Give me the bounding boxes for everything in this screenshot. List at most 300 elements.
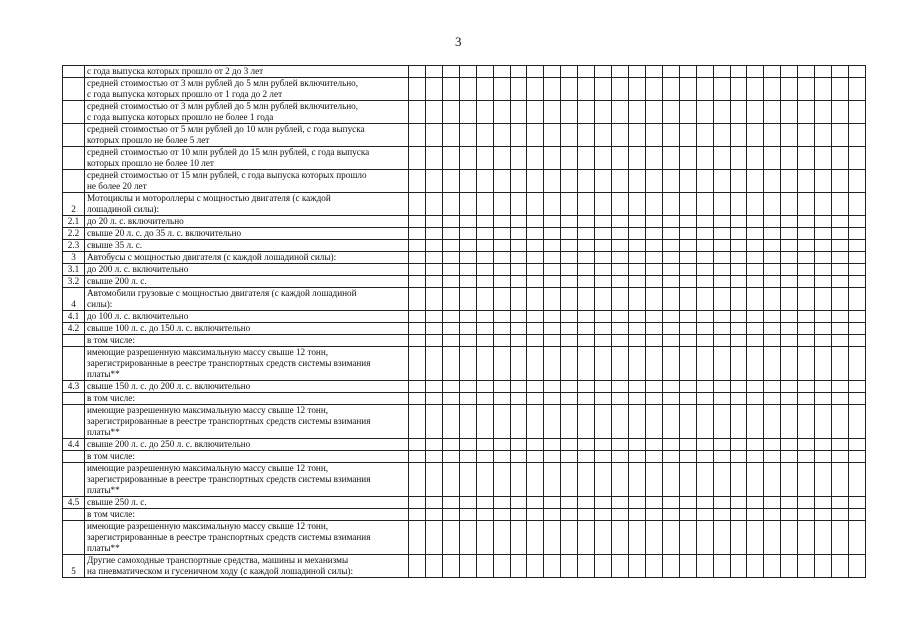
value-cell [798,509,815,521]
description-line: средней стоимостью от 5 млн рублей до 10 млн рублей, с года выпуска [87,124,365,134]
value-cell [645,323,662,335]
value-cell [832,101,849,124]
value-cell [764,405,781,439]
value-cell [662,335,679,347]
value-cell [476,228,493,240]
value-cell [578,381,595,393]
value-cell [561,393,578,405]
row-description [85,147,409,170]
value-cell [679,124,696,147]
value-cell [730,509,747,521]
value-cell [578,124,595,147]
value-cell [561,555,578,578]
description-line: имеющие разрешенную максимальную массу свыше 12 тонн, [87,347,329,357]
table-row [63,193,866,216]
value-cell [527,66,544,78]
value-cell [848,521,865,555]
value-cell [476,216,493,228]
value-cell [459,264,476,276]
value-cell [628,497,645,509]
value-cell [628,521,645,555]
value-cell [561,170,578,193]
description-line: Автомобили грузовые с мощностью двигателя (с каждой лошадиной [87,288,357,298]
value-cell [679,311,696,323]
value-cell [476,311,493,323]
value-cell [679,497,696,509]
row-description [85,193,409,216]
value-cell [848,264,865,276]
table-row [63,555,866,578]
value-cell [815,147,832,170]
value-cell [815,381,832,393]
value-cell [476,335,493,347]
value-cell [832,170,849,193]
value-cell [764,216,781,228]
value-cell [628,323,645,335]
value-cell [662,193,679,216]
row-number: 4.1 [63,311,85,323]
value-cell [510,497,527,509]
value-cell [476,147,493,170]
value-cell [662,66,679,78]
row-number [63,147,85,170]
value-cell [696,451,713,463]
value-cell [442,228,459,240]
value-cell [561,276,578,288]
value-cell [713,439,730,451]
row-description [85,216,409,228]
value-cell [815,252,832,264]
value-cell [781,335,798,347]
value-cell [832,405,849,439]
value-cell [730,555,747,578]
description-line: до 20 л. с. включительно [87,216,184,226]
value-cell [781,405,798,439]
value-cell [595,405,612,439]
value-cell [561,66,578,78]
value-cell [798,147,815,170]
row-description [85,264,409,276]
value-cell [713,66,730,78]
value-cell [527,381,544,393]
value-cell [781,240,798,252]
value-cell [747,497,764,509]
row-description [85,555,409,578]
value-cell [781,347,798,381]
value-cell [645,288,662,311]
row-description [85,124,409,147]
value-cell [781,170,798,193]
value-cell [662,311,679,323]
description-line: платы** [87,485,120,495]
value-cell [409,381,426,393]
value-cell [798,381,815,393]
value-cell [662,497,679,509]
value-cell [662,147,679,170]
value-cell [493,509,510,521]
value-cell [476,124,493,147]
value-cell [409,240,426,252]
value-cell [578,170,595,193]
value-cell [713,276,730,288]
value-cell [730,393,747,405]
value-cell [510,323,527,335]
value-cell [848,555,865,578]
value-cell [459,497,476,509]
value-cell [442,439,459,451]
value-cell [459,347,476,381]
value-cell [662,228,679,240]
value-cell [595,264,612,276]
value-cell [493,276,510,288]
value-cell [409,228,426,240]
value-cell [832,381,849,393]
value-cell [493,439,510,451]
value-cell [848,252,865,264]
value-cell [578,240,595,252]
value-cell [544,240,561,252]
table-row [63,170,866,193]
value-cell [832,276,849,288]
row-number: 2.2 [63,228,85,240]
value-cell [493,252,510,264]
value-cell [527,170,544,193]
value-cell [764,252,781,264]
value-cell [645,311,662,323]
value-cell [628,252,645,264]
value-cell [442,193,459,216]
row-number [63,347,85,381]
value-cell [730,497,747,509]
value-cell [595,509,612,521]
value-cell [832,66,849,78]
value-cell [628,193,645,216]
description-line: в том числе: [87,393,135,403]
value-cell [409,147,426,170]
value-cell [747,170,764,193]
value-cell [595,147,612,170]
value-cell [815,78,832,101]
value-cell [425,405,442,439]
value-cell [764,497,781,509]
value-cell [747,463,764,497]
value-cell [764,439,781,451]
table-row [63,78,866,101]
value-cell [442,335,459,347]
value-cell [662,509,679,521]
value-cell [527,193,544,216]
value-cell [730,347,747,381]
value-cell [612,439,629,451]
value-cell [696,463,713,497]
value-cell [612,497,629,509]
value-cell [798,193,815,216]
value-cell [561,78,578,101]
value-cell [442,555,459,578]
description-line: лошадиной силы): [87,204,160,214]
value-cell [628,439,645,451]
value-cell [645,521,662,555]
value-cell [595,240,612,252]
description-line: свыше 100 л. с. до 150 л. с. включительно [87,323,251,333]
value-cell [578,335,595,347]
value-cell [578,439,595,451]
value-cell [442,311,459,323]
value-cell [476,451,493,463]
value-cell [798,170,815,193]
value-cell [595,381,612,393]
value-cell [662,216,679,228]
value-cell [662,124,679,147]
value-cell [409,124,426,147]
value-cell [510,78,527,101]
value-cell [612,335,629,347]
value-cell [409,323,426,335]
value-cell [832,216,849,228]
value-cell [578,66,595,78]
value-cell [459,228,476,240]
value-cell [730,381,747,393]
value-cell [459,124,476,147]
value-cell [578,216,595,228]
value-cell [679,323,696,335]
value-cell [459,381,476,393]
value-cell [544,509,561,521]
description-line: свыше 200 л. с. [87,276,147,286]
value-cell [713,264,730,276]
row-number: 4 [63,288,85,311]
value-cell [679,228,696,240]
value-cell [832,264,849,276]
value-cell [628,381,645,393]
value-cell [459,451,476,463]
row-number [63,101,85,124]
value-cell [527,101,544,124]
description-line: платы** [87,543,120,553]
value-cell [713,228,730,240]
value-cell [493,288,510,311]
value-cell [595,335,612,347]
value-cell [628,451,645,463]
description-line: в том числе: [87,335,135,345]
table-row [63,347,866,381]
value-cell [781,451,798,463]
value-cell [798,323,815,335]
value-cell [730,170,747,193]
value-cell [628,555,645,578]
value-cell [764,347,781,381]
value-cell [628,463,645,497]
value-cell [510,264,527,276]
value-cell [781,393,798,405]
value-cell [493,323,510,335]
value-cell [713,323,730,335]
value-cell [645,216,662,228]
value-cell [730,276,747,288]
value-cell [764,451,781,463]
value-cell [561,311,578,323]
value-cell [510,170,527,193]
row-number [63,335,85,347]
row-number: 5 [63,555,85,578]
value-cell [679,451,696,463]
value-cell [696,216,713,228]
value-cell [612,521,629,555]
value-cell [781,381,798,393]
value-cell [628,124,645,147]
value-cell [832,393,849,405]
value-cell [544,101,561,124]
value-cell [425,521,442,555]
description-line: силы): [87,299,113,309]
row-description [85,228,409,240]
value-cell [476,288,493,311]
value-cell [476,347,493,381]
value-cell [848,228,865,240]
value-cell [595,451,612,463]
value-cell [527,240,544,252]
value-cell [696,228,713,240]
value-cell [595,288,612,311]
value-cell [747,509,764,521]
row-number: 2.1 [63,216,85,228]
value-cell [628,288,645,311]
value-cell [713,170,730,193]
value-cell [764,393,781,405]
value-cell [730,193,747,216]
row-number: 4.4 [63,439,85,451]
value-cell [798,124,815,147]
value-cell [459,147,476,170]
value-cell [544,463,561,497]
value-cell [815,66,832,78]
value-cell [645,381,662,393]
value-cell [459,439,476,451]
row-description [85,276,409,288]
value-cell [578,347,595,381]
value-cell [595,66,612,78]
value-cell [848,101,865,124]
value-cell [832,147,849,170]
value-cell [696,101,713,124]
value-cell [848,170,865,193]
value-cell [848,439,865,451]
value-cell [696,170,713,193]
value-cell [442,405,459,439]
value-cell [561,323,578,335]
value-cell [544,347,561,381]
value-cell [848,193,865,216]
value-cell [527,276,544,288]
value-cell [747,439,764,451]
value-cell [645,147,662,170]
value-cell [595,347,612,381]
value-cell [510,228,527,240]
description-line: до 100 л. с. включительно [87,311,189,321]
value-cell [679,393,696,405]
value-cell [544,228,561,240]
value-cell [764,264,781,276]
value-cell [764,323,781,335]
value-cell [595,463,612,497]
value-cell [612,276,629,288]
value-cell [713,393,730,405]
table-row [63,497,866,509]
value-cell [425,216,442,228]
value-cell [730,216,747,228]
value-cell [679,555,696,578]
value-cell [595,101,612,124]
value-cell [527,147,544,170]
value-cell [578,555,595,578]
value-cell [798,439,815,451]
value-cell [696,347,713,381]
value-cell [595,252,612,264]
value-cell [544,124,561,147]
description-line: зарегистрированные в реестре транспортных средств системы взимания [87,532,371,542]
value-cell [713,509,730,521]
value-cell [544,170,561,193]
value-cell [425,451,442,463]
value-cell [409,451,426,463]
value-cell [679,264,696,276]
value-cell [510,451,527,463]
value-cell [561,101,578,124]
row-description [85,381,409,393]
row-number [63,66,85,78]
value-cell [476,405,493,439]
value-cell [493,521,510,555]
value-cell [561,264,578,276]
value-cell [409,509,426,521]
value-cell [493,451,510,463]
value-cell [527,393,544,405]
value-cell [544,405,561,439]
description-line: на пневматическом и гусеничном ходу (с каждой лошадиной силы): [87,566,353,576]
value-cell [527,451,544,463]
value-cell [628,264,645,276]
value-cell [832,124,849,147]
value-cell [476,193,493,216]
value-cell [696,124,713,147]
value-cell [696,264,713,276]
value-cell [544,252,561,264]
value-cell [730,439,747,451]
value-cell [409,78,426,101]
table-row [63,463,866,497]
value-cell [679,170,696,193]
value-cell [595,193,612,216]
value-cell [781,252,798,264]
description-line: которых прошло не более 10 лет [87,158,214,168]
value-cell [578,463,595,497]
value-cell [510,276,527,288]
value-cell [459,405,476,439]
value-cell [442,147,459,170]
description-line: зарегистрированные в реестре транспортных средств системы взимания [87,358,371,368]
value-cell [544,264,561,276]
value-cell [442,509,459,521]
value-cell [612,381,629,393]
value-cell [662,101,679,124]
value-cell [832,78,849,101]
table-row [63,252,866,264]
value-cell [815,555,832,578]
value-cell [747,78,764,101]
value-cell [459,101,476,124]
row-number: 3 [63,252,85,264]
value-cell [459,66,476,78]
